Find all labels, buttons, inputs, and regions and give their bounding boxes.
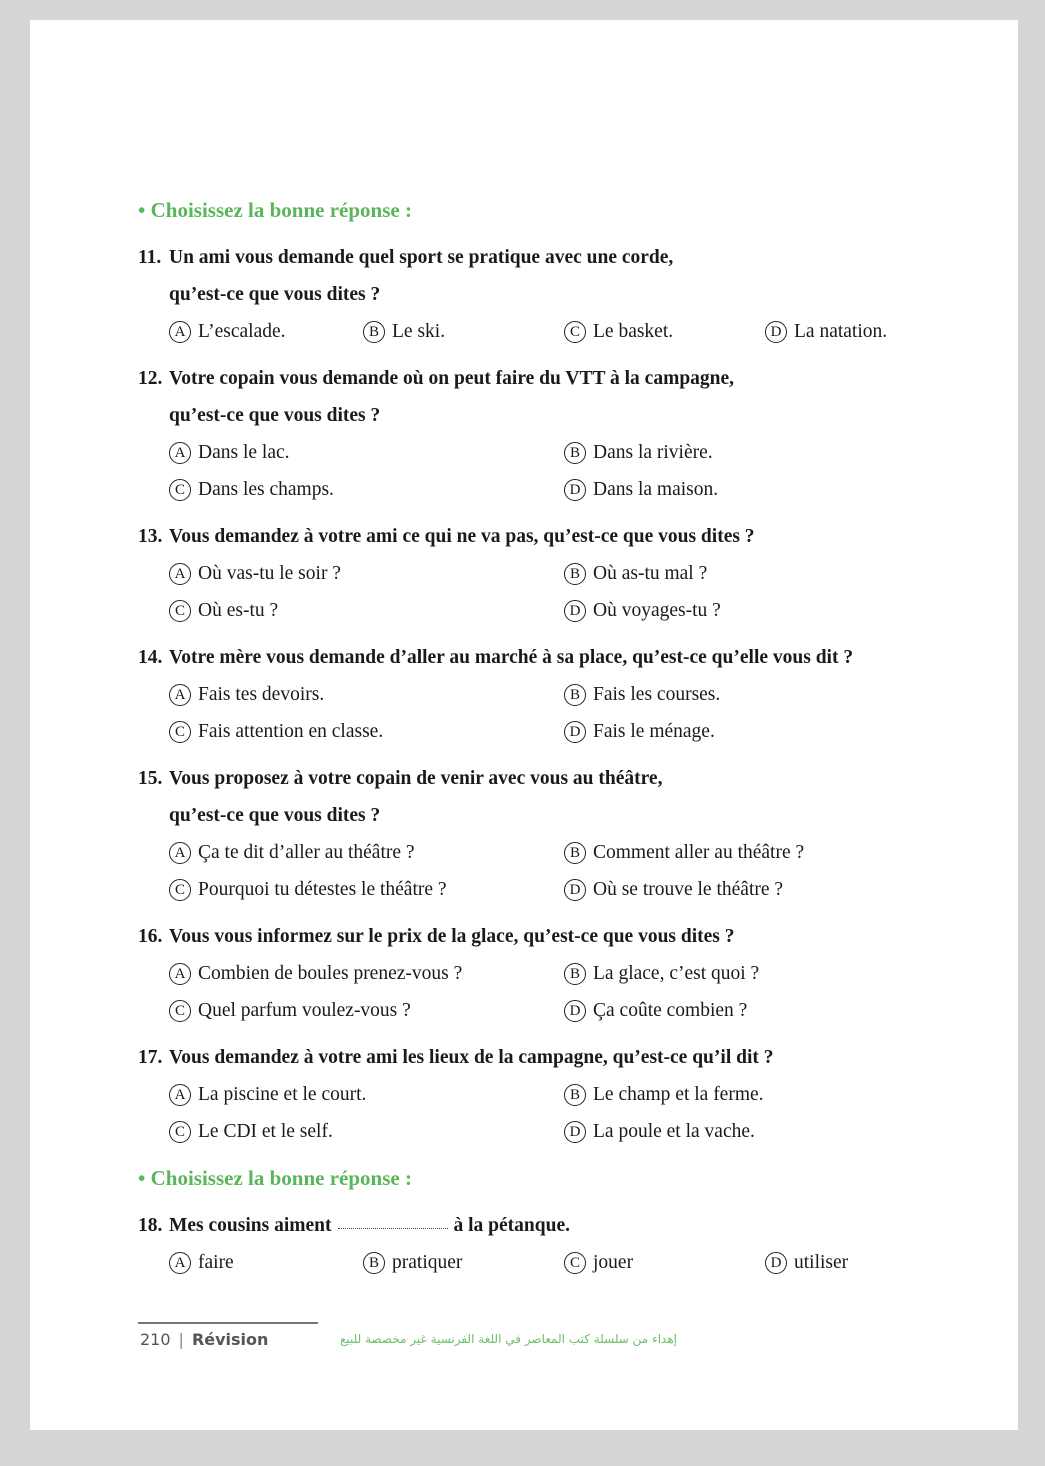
option-a[interactable] [169,676,324,713]
option-letter-circle: B [564,563,586,585]
option-text: Dans les champs. [198,479,334,500]
option-c[interactable] [169,471,334,508]
question [138,360,918,508]
option-text: Dans le lac. [198,442,290,463]
option-text: Le basket. [593,321,674,342]
option-text: Dans la rivière. [593,442,713,463]
option-letter-circle: A [169,563,191,585]
section-heading: • Choisissez la bonne réponse : [138,198,412,222]
option-letter-circle: B [564,684,586,706]
question-text [138,797,918,834]
options-row [138,992,918,1029]
option-text: Pourquoi tu détestes le théâtre ? [198,879,447,900]
options-row [138,871,918,908]
option-a[interactable] [169,434,290,471]
option-letter-circle: B [564,1084,586,1106]
option-letter-circle: A [169,963,191,985]
question-text [138,1207,918,1244]
question-text [138,276,918,313]
option-letter-circle: D [564,1000,586,1022]
question-text [138,239,918,276]
question-number: 13. [138,526,163,547]
option-text: Fais attention en classe. [198,721,384,742]
option-text: Ça coûte combien ? [593,1000,748,1021]
question-text [138,1039,918,1076]
option-letter-circle: D [564,1121,586,1143]
option-letter-circle: D [564,721,586,743]
question [138,518,918,629]
option-letter-circle: C [169,1121,191,1143]
footer-section: Révision [191,1330,269,1349]
options-row [138,555,918,592]
page [30,20,1018,1430]
option-text: utiliser [794,1252,849,1273]
option-b[interactable] [363,1244,462,1281]
option-a[interactable] [169,834,415,871]
option-text: La glace, c’est quoi ? [593,963,760,984]
option-letter-circle: C [169,879,191,901]
options-row [138,1076,918,1113]
question-number: 16. [138,926,163,947]
option-b[interactable] [564,555,707,592]
option-letter-circle: C [564,321,586,343]
question-text [138,639,918,676]
option-text: Comment aller au théâtre ? [593,842,805,863]
footer-arabic-note: إهداء من سلسلة كتب المعاصر في اللغة الفرنسية غير مخصصة للبيع [340,1332,677,1346]
option-d[interactable] [765,1244,848,1281]
option-text: Quel parfum voulez-vous ? [198,1000,411,1021]
question-number: 18. [138,1215,163,1236]
options-row [138,592,918,629]
options-row [138,834,918,871]
option-text: La poule et la vache. [593,1121,755,1142]
option-text: La natation. [794,321,888,342]
option-b[interactable] [564,1076,764,1113]
footer-divider [138,1322,318,1324]
option-text: Le CDI et le self. [198,1121,333,1142]
question-text-part: Mes cousins aiment [169,1215,332,1236]
option-a[interactable] [169,313,286,350]
option-letter-circle: D [564,879,586,901]
option-b[interactable] [564,676,720,713]
option-d[interactable] [564,992,747,1029]
option-c[interactable] [169,992,411,1029]
option-letter-circle: C [169,600,191,622]
question-line: Votre mère vous demande d’aller au marché à sa place, qu’est-ce qu’elle vous dit ? [169,647,854,668]
options-row [138,434,918,471]
option-text: jouer [593,1252,634,1273]
question-line: qu’est-ce que vous dites ? [169,284,381,305]
question [138,918,918,1029]
option-text: faire [198,1252,234,1273]
option-a[interactable] [169,1244,234,1281]
option-d[interactable] [564,592,721,629]
option-b[interactable] [564,955,759,992]
question [138,239,918,350]
question-text [138,397,918,434]
question-number: 11. [138,247,162,268]
question-text-part: à la pétanque. [453,1215,570,1236]
option-d[interactable] [564,871,783,908]
page-number: 210 [140,1330,171,1349]
option-d[interactable] [765,313,887,350]
question [138,760,918,908]
option-b[interactable] [564,434,713,471]
option-letter-circle: B [363,321,385,343]
option-text: Où voyages-tu ? [593,600,721,621]
option-text: pratiquer [392,1252,463,1273]
option-c[interactable] [564,1244,633,1281]
question-number: 17. [138,1047,163,1068]
option-text: Le ski. [392,321,446,342]
option-c[interactable] [169,871,447,908]
option-text: Fais les courses. [593,684,721,705]
option-letter-circle: D [765,321,787,343]
option-text: Où vas-tu le soir ? [198,563,341,584]
option-text: Fais tes devoirs. [198,684,325,705]
option-text: Où as-tu mal ? [593,563,708,584]
options-row [138,713,918,750]
option-text: Le champ et la ferme. [593,1084,764,1105]
options-row [138,1244,918,1281]
option-text: Ça te dit d’aller au théâtre ? [198,842,415,863]
footer-separator: | [178,1330,184,1349]
option-letter-circle: B [564,963,586,985]
option-a[interactable] [169,955,462,992]
question-text [138,360,918,397]
options-row [138,955,918,992]
option-letter-circle: A [169,321,191,343]
option-letter-circle: C [169,479,191,501]
question [138,1039,918,1150]
option-letter-circle: A [169,842,191,864]
question-line: Vous demandez à votre ami les lieux de la campagne, qu’est-ce qu’il dit ? [169,1047,774,1068]
option-text: Où se trouve le théâtre ? [593,879,784,900]
option-b[interactable] [363,313,445,350]
question [138,1207,918,1281]
options-row [138,1113,918,1150]
option-c[interactable] [564,313,673,350]
question-text [138,918,918,955]
question-line: qu’est-ce que vous dites ? [169,405,381,426]
answer-blank [338,1228,448,1229]
options-row [138,471,918,508]
question-line: Un ami vous demande quel sport se pratique avec une corde, [169,247,674,268]
option-letter-circle: C [564,1252,586,1274]
option-letter-circle: A [169,1252,191,1274]
exercise-content [138,192,918,1291]
question [138,639,918,750]
option-c[interactable] [169,713,383,750]
question-text [138,760,918,797]
question-line: qu’est-ce que vous dites ? [169,805,381,826]
option-letter-circle: D [564,479,586,501]
option-letter-circle: B [564,442,586,464]
option-letter-circle: C [169,721,191,743]
option-d[interactable] [564,1113,755,1150]
option-d[interactable] [564,471,718,508]
options-row [138,313,918,350]
option-d[interactable] [564,713,715,750]
option-letter-circle: D [564,600,586,622]
option-a[interactable] [169,1076,366,1113]
question-line: Vous vous informez sur le prix de la glace, qu’est-ce que vous dites ? [169,926,735,947]
question-line: Vous demandez à votre ami ce qui ne va pas, qu’est-ce que vous dites ? [169,526,755,547]
option-text: Fais le ménage. [593,721,715,742]
option-text: L’escalade. [198,321,286,342]
option-letter-circle: A [169,684,191,706]
option-b[interactable] [564,834,804,871]
question-number: 12. [138,368,163,389]
option-letter-circle: B [363,1252,385,1274]
question-number: 14. [138,647,163,668]
option-text: Dans la maison. [593,479,719,500]
footer [140,1330,268,1349]
options-row [138,676,918,713]
option-c[interactable] [169,592,278,629]
option-letter-circle: D [765,1252,787,1274]
option-text: Combien de boules prenez-vous ? [198,963,463,984]
option-c[interactable] [169,1113,333,1150]
option-text: Où es-tu ? [198,600,279,621]
question-number: 15. [138,768,163,789]
option-letter-circle: A [169,1084,191,1106]
question-line: Vous proposez à votre copain de venir avec vous au théâtre, [169,768,663,789]
option-text: La piscine et le court. [198,1084,367,1105]
option-a[interactable] [169,555,341,592]
option-letter-circle: C [169,1000,191,1022]
question-text [138,518,918,555]
option-letter-circle: B [564,842,586,864]
question-line: Votre copain vous demande où on peut faire du VTT à la campagne, [169,368,735,389]
section-heading: • Choisissez la bonne réponse : [138,1166,412,1190]
option-letter-circle: A [169,442,191,464]
